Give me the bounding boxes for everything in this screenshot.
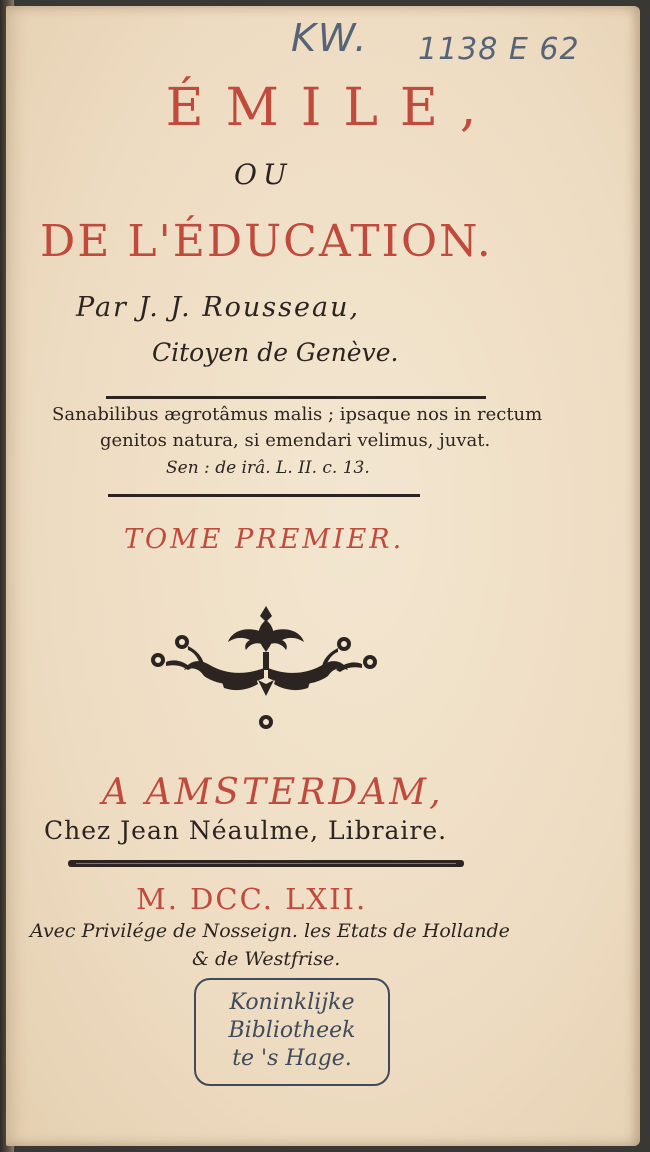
imprint-publisher: Chez Jean Néaulme, Libraire. bbox=[44, 816, 448, 845]
library-stamp bbox=[194, 978, 390, 1086]
stamp-line-1: Koninklijke bbox=[229, 990, 355, 1015]
shelfmark-prefix: KW. bbox=[291, 16, 369, 60]
shelfmark-number: 1138 E 62 bbox=[418, 32, 580, 67]
author-line: Par J. J. Rousseau, bbox=[76, 292, 361, 323]
imprint-date: M. DCC. LXII. bbox=[136, 882, 368, 916]
book-subtitle: DE L'ÉDUCATION. bbox=[40, 216, 493, 267]
stamp-line-3: te 's Hage. bbox=[232, 1046, 352, 1071]
epigraph-source: Sen : de irâ. L. II. c. 13. bbox=[166, 458, 370, 478]
divider-rule bbox=[106, 396, 486, 399]
volume-label: TOME PREMIER. bbox=[124, 524, 405, 555]
title-page bbox=[6, 6, 640, 1146]
divider-rule bbox=[108, 494, 420, 497]
epigraph-line-1: Sanabilibus ægrotâmus malis ; ipsaque nos in rectum bbox=[52, 404, 543, 425]
double-rule-highlight bbox=[76, 863, 456, 864]
title-connector: OU bbox=[234, 158, 293, 191]
privilege-line-2: & de Westfrise. bbox=[192, 948, 341, 970]
stamp-line-2: Bibliotheek bbox=[228, 1018, 356, 1043]
privilege-line-1: Avec Privilége de Nosseign. les Etats de Hollande bbox=[30, 920, 510, 942]
printers-ornament bbox=[146, 602, 386, 742]
author-note: Citoyen de Genève. bbox=[152, 338, 399, 367]
epigraph-line-2: genitos natura, si emendari velimus, juvat. bbox=[100, 430, 491, 451]
book-title: ÉMILE, bbox=[165, 78, 499, 138]
imprint-place: A AMSTERDAM, bbox=[102, 772, 444, 813]
